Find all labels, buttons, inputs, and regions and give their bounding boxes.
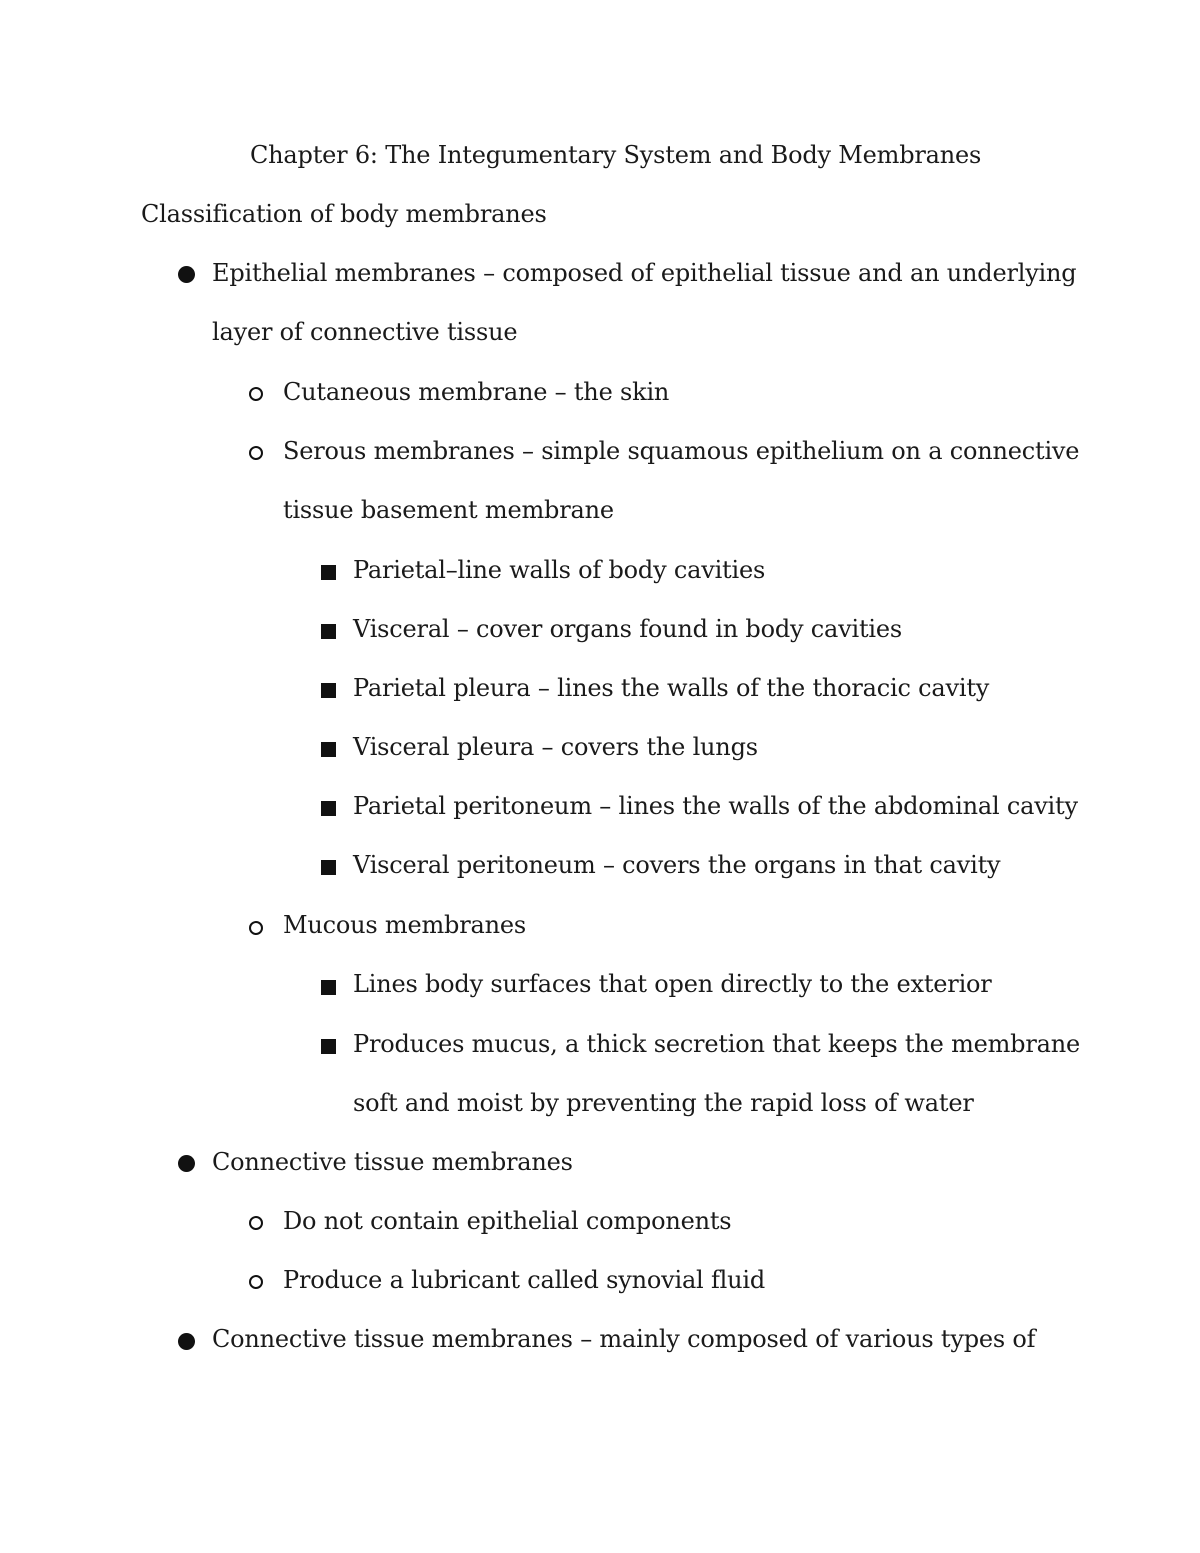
square-bullet-icon — [321, 860, 336, 875]
list-item-continuation: layer of connective tissue — [212, 318, 518, 346]
hollow-circle-bullet-icon — [249, 1216, 263, 1230]
square-bullet-icon — [321, 980, 336, 995]
list-item-level3: Parietal peritoneum – lines the walls of the abdominal cavity — [353, 792, 1078, 820]
list-item-level3: Visceral pleura – covers the lungs — [353, 733, 758, 761]
list-item-level2: Do not contain epithelial components — [283, 1207, 732, 1235]
list-item-level3: Produces mucus, a thick secretion that keeps the membrane — [353, 1030, 1080, 1058]
filled-circle-bullet-icon — [178, 1333, 195, 1350]
list-item-level3: Parietal–line walls of body cavities — [353, 556, 766, 584]
hollow-circle-bullet-icon — [249, 1275, 263, 1289]
section-heading: Classification of body membranes — [141, 200, 547, 228]
list-item-level3: Lines body surfaces that open directly to the exterior — [353, 970, 992, 998]
hollow-circle-bullet-icon — [249, 921, 263, 935]
square-bullet-icon — [321, 1039, 336, 1054]
list-item-level1: Epithelial membranes – composed of epithelial tissue and an underlying — [212, 259, 1077, 287]
square-bullet-icon — [321, 801, 336, 816]
list-item-level2: Mucous membranes — [283, 911, 526, 939]
list-item-level3: Visceral – cover organs found in body cavities — [353, 615, 902, 643]
hollow-circle-bullet-icon — [249, 387, 263, 401]
list-item-level1: Connective tissue membranes – mainly composed of various types of — [212, 1325, 1036, 1353]
list-item-continuation: tissue basement membrane — [283, 496, 614, 524]
list-item-level3: Visceral peritoneum – covers the organs in that cavity — [353, 851, 1001, 879]
filled-circle-bullet-icon — [178, 1155, 195, 1172]
list-item-continuation: soft and moist by preventing the rapid loss of water — [353, 1089, 974, 1117]
list-item-level3: Parietal pleura – lines the walls of the thoracic cavity — [353, 674, 990, 702]
filled-circle-bullet-icon — [178, 266, 195, 283]
square-bullet-icon — [321, 683, 336, 698]
square-bullet-icon — [321, 624, 336, 639]
page-title: Chapter 6: The Integumentary System and Body Membranes — [250, 141, 982, 169]
list-item-level2: Serous membranes – simple squamous epithelium on a connective — [283, 437, 1080, 465]
hollow-circle-bullet-icon — [249, 446, 263, 460]
list-item-level2: Cutaneous membrane – the skin — [283, 378, 670, 406]
square-bullet-icon — [321, 742, 336, 757]
list-item-level1: Connective tissue membranes — [212, 1148, 573, 1176]
list-item-level2: Produce a lubricant called synovial fluid — [283, 1266, 766, 1294]
square-bullet-icon — [321, 565, 336, 580]
